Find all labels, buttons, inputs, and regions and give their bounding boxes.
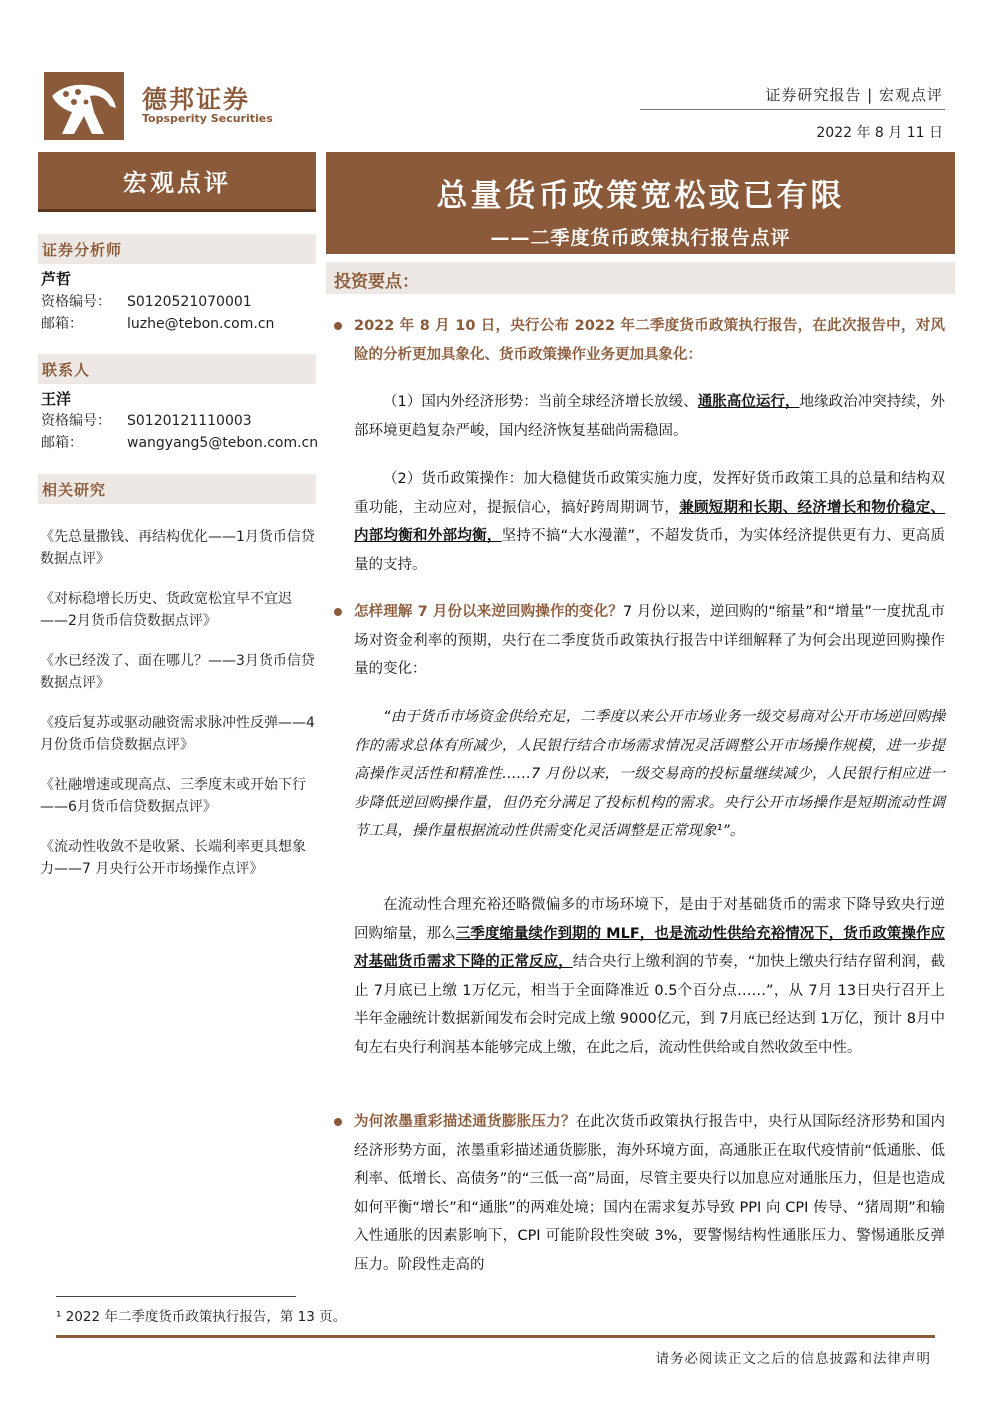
- related-item[interactable]: 《对标稳增长历史、货政宽松宜早不宜迟——2月货币信贷数据点评》: [40, 591, 292, 629]
- related-item[interactable]: 《水已经泼了、面在哪儿？——3月货币信贷数据点评》: [40, 653, 315, 691]
- paragraph-6: 为何浓墨重彩描述通货膨胀压力？在此次货币政策执行报告中，央行从国际经济形势和国内经济形势方面，浓墨重彩描述通货膨胀，海外环境方面，高通胀正在取代疫情前“低通胀、低利率、低增长、高债务”的“三低一高”局面，尽管主要央行以加息应对通胀压力，但是也造成如何平衡“增长”和“通胀”的两难处境；国内在需求复苏导致 PPI 向 CPI 传导、“猪周期”和输入性通胀的因素影响下，CPI 可能阶段性突破 3%，要警惕结构性通胀压力、警惕通胀反弹压力。阶段性走高的: [354, 1114, 946, 1273]
- contact-email[interactable]: 邮箱： wangyang5@tebon.com.cn: [41, 435, 319, 451]
- category-banner: 宏观点评: [38, 152, 316, 212]
- report-date: 2022 年 8 月 11 日: [816, 125, 943, 141]
- related-item[interactable]: 《流动性收敛不是收紧、长端利率更具想象力——7 月央行公开市场操作点评》: [40, 839, 306, 877]
- related-item[interactable]: 《先总量撒钱、再结构优化——1月货币信贷数据点评》: [40, 529, 315, 567]
- footnote-divider: [56, 1296, 296, 1297]
- brand-name: 德邦证券: [142, 85, 251, 114]
- quote-block: “由于货币市场资金供给充足，二季度以来公开市场业务一级交易商对公开市场逆回购操作的需求总体有所减少，人民银行结合市场需求情况灵活调整公开市场操作规模，进一步提高操作灵活性和精准性……7 月份以来，一级交易商的投标量继续减少，人民银行相应进一步降低逆回购操作量，但仍充分满足了投标机构的需求。央行公开市场操作是短期流动性调节工具，操作量根据流动性供需变化灵活调整是正常现象¹”。: [354, 709, 945, 839]
- footer-divider: [56, 1335, 935, 1338]
- bullet-icon: [334, 1118, 342, 1126]
- paragraph-1: 2022 年 8 月 10 日，央行公布 2022 年二季度货币政策执行报告，在此次报告中，对风险的分析更加具象化、货币政策操作业务更加具象化：: [354, 318, 945, 363]
- analyst-heading: 证券分析师: [38, 234, 316, 264]
- header-divider: [640, 109, 945, 110]
- paragraph-2: （1）国内外经济形势：当前全球经济增长放缓、通胀高位运行，地缘政治冲突持续，外部环境更趋复杂严峻，国内经济恢复基础尚需稳固。: [354, 394, 945, 439]
- bullet-icon: [334, 322, 342, 330]
- report-title: 总量货币政策宽松或已有限: [436, 178, 845, 214]
- contact-cert: 资格编号： S0120121110003: [41, 413, 252, 429]
- paragraph-3: （2）货币政策操作：加大稳健货币政策实施力度，发挥好货币政策工具的总量和结构双重功能，主动应对，提振信心，搞好跨周期调节，兼顾短期和长期、经济增长和物价稳定、内部均衡和外部均衡，坚持不搞“大水漫灌”，不超发货币，为实体经济提供更有力、更高质量的支持。: [354, 471, 945, 573]
- contact-heading: 联系人: [38, 354, 316, 384]
- paragraph-4: 怎样理解 7 月份以来逆回购操作的变化？7 月份以来，逆回购的“缩量”和“增量”一度扰乱市场对资金利率的预期，央行在二季度货币政策执行报告中详细解释了为何会出现逆回购操作量的变化：: [354, 604, 945, 677]
- brand-name-en: Topsperity Securities: [142, 112, 273, 125]
- contact-name: 王洋: [41, 390, 72, 408]
- related-heading: 相关研究: [38, 474, 316, 504]
- paragraph-5: 在流动性合理充裕还略微偏多的市场环境下，是由于对基础货币的需求下降导致央行逆回购缩量，那么三季度缩量续作到期的 MLF，也是流动性供给充裕情况下，货币政策操作应对基础货币需求下降的正常反应，结合央行上缴利润的节奏，“加快上缴央行结存留利润，截止 7月底已上缴 1万亿元，相当于全面降准近 0.5个百分点……”，从 7月 13日央行召开上半年金融统计数据新闻发布会时完成上缴 9000亿元，到 7月底已经达到 1万亿，预计 8月中旬左右央行利润基本能够完成上缴，在此之后，流动性供给或自然收敛至中性。: [354, 897, 946, 1056]
- analyst-cert: 资格编号： S0120521070001: [41, 294, 252, 310]
- analyst-name: 芦哲: [41, 270, 72, 288]
- title-banner: [326, 152, 955, 254]
- bullet-icon: [334, 608, 342, 616]
- analyst-email[interactable]: 邮箱： luzhe@tebon.com.cn: [41, 316, 275, 332]
- disclaimer-notice: 请务必阅读正文之后的信息披露和法律声明: [655, 1351, 931, 1367]
- footnote: ¹ 2022 年二季度货币政策执行报告，第 13 页。: [56, 1309, 347, 1325]
- related-item[interactable]: 《社融增速或现高点、三季度末或开始下行——6月货币信贷数据点评》: [40, 777, 306, 815]
- related-item[interactable]: 《疫后复苏或驱动融资需求脉冲性反弹——4月份货币信贷数据点评》: [40, 715, 315, 753]
- report-type: 证券研究报告 | 宏观点评: [765, 86, 943, 104]
- section-heading: 投资要点：: [326, 262, 955, 294]
- company-logo: [44, 72, 124, 140]
- report-subtitle: ——二季度货币政策执行报告点评: [490, 227, 791, 249]
